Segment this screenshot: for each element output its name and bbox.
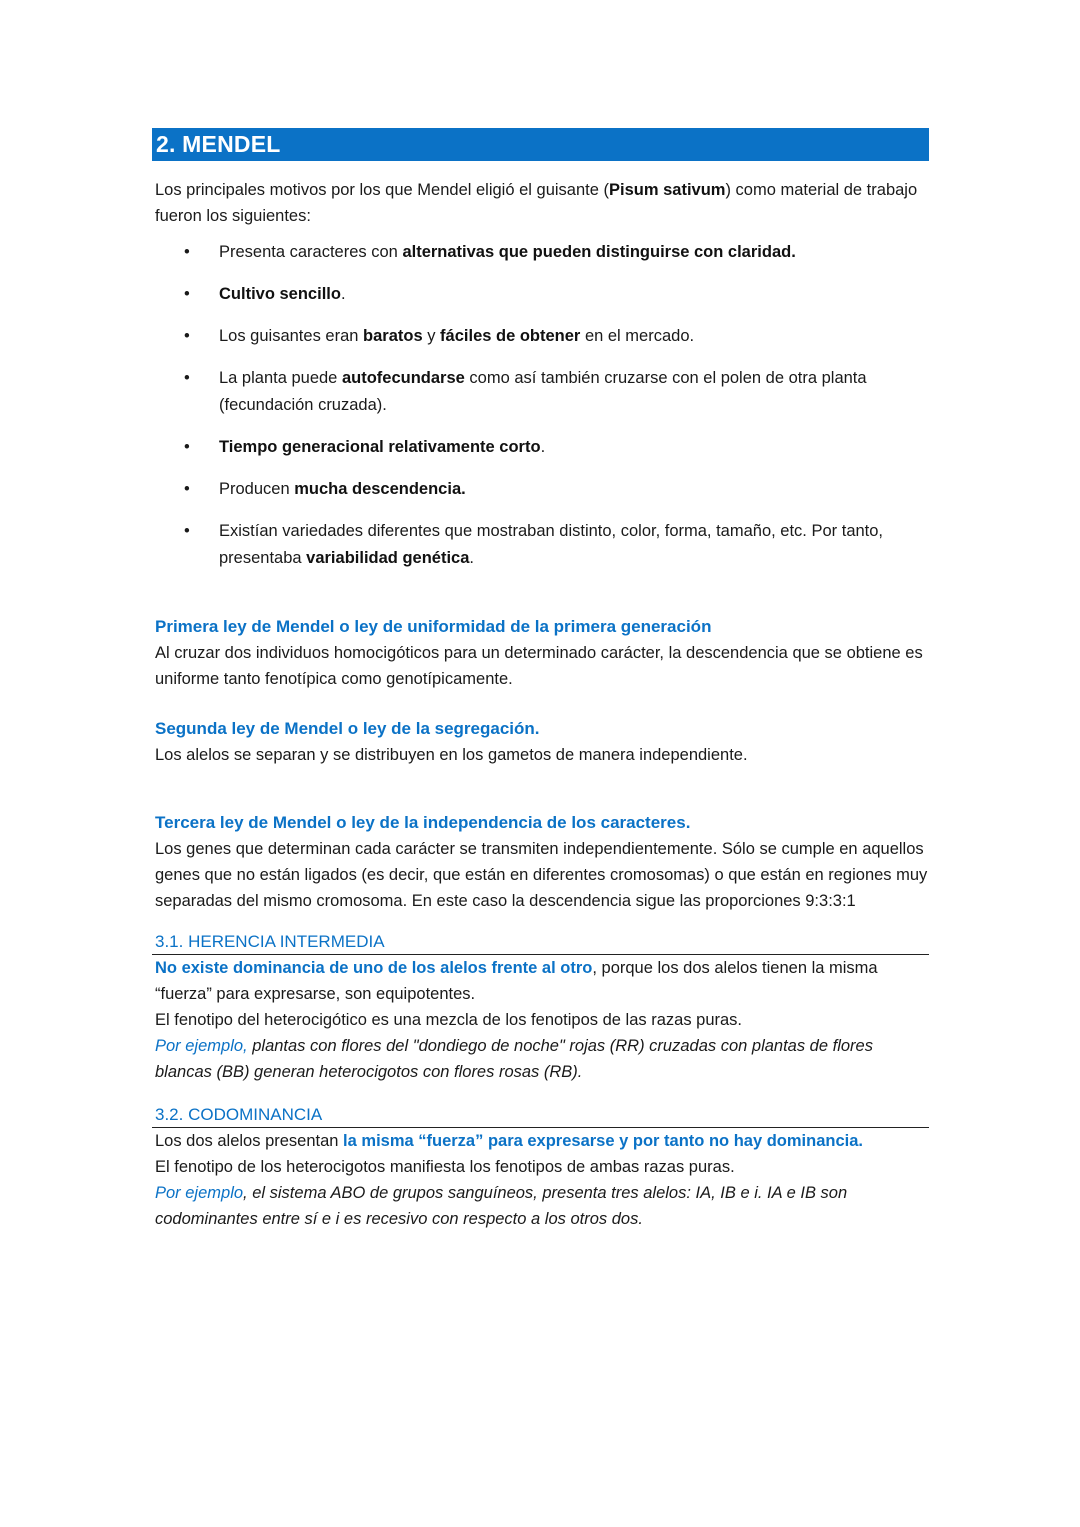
list-item [152,365,929,419]
first-law-block [152,614,929,692]
intermediate-line2: El fenotipo del heterocigótico es una mezcla de los fenotipos de las razas puras. [155,1011,743,1029]
codominance-example-lead: Por ejemplo [155,1184,244,1202]
reason-text-end: . [540,438,546,456]
intermediate-heading: 3.1. HERENCIA INTERMEDIA [152,930,929,955]
second-law-title: Segunda ley de Mendel o ley de la segregación. [155,719,540,738]
codominance-heading: 3.2. CODOMINANCIA [152,1103,929,1128]
reason-text-mid: y [422,327,441,345]
section-title-banner: 2. MENDEL [152,128,929,161]
intro-text-2: ) como material de trabajo fueron los siguientes: [155,181,918,225]
codominance-example [152,1180,929,1232]
list-item [152,476,929,503]
first-law-title: Primera ley de Mendel o ley de uniformidad de la primera generación [155,617,712,636]
codominance-example-rest: , el sistema ABO de grupos sanguíneos, presenta tres alelos: IA, IB e i. IA e IB son codominantes entre sí e i es recesivo con respecto a los otros dos. [155,1184,848,1228]
codominance-line2: El fenotipo de los heterocigotos manifiesta los fenotipos de ambas razas puras. [155,1158,735,1176]
reason-bold: mucha descendencia. [294,480,466,498]
list-item [152,434,929,461]
reason-bold: baratos [363,327,423,345]
bullet-icon: • [184,327,190,345]
second-law-text: Los alelos se separan y se distribuyen en los gametos de manera independiente. [155,746,748,764]
list-item [152,518,929,572]
codominance-lead-pre: Los dos alelos presentan [155,1132,344,1150]
intermediate-lead-bold: No existe dominancia de uno de los alelos frente al otro [155,959,593,977]
reason-text: Presenta caracteres con [219,243,403,261]
intro-text-1: Los principales motivos por los que Mendel eligió el guisante ( [155,181,609,199]
intro-species-name: Pisum sativum [609,181,726,199]
intermediate-lead [152,955,929,1007]
bullet-icon: • [184,522,190,540]
first-law-text: Al cruzar dos individuos homocigóticos para un determinado carácter, la descendencia que se obtiene es uniforme tanto fenotípica como genotípicamente. [155,644,923,688]
list-item [152,323,929,350]
intermediate-example-lead: Por ejemplo, [155,1037,248,1055]
reason-text: Los guisantes eran [219,327,364,345]
reason-text-end: . [340,285,346,303]
bullet-icon: • [184,369,190,387]
reason-text-end: como así también cruzarse con el polen de otra planta (fecundación cruzada). [219,369,867,414]
codominance-lead-bold: la misma “fuerza” para expresarse y por tanto no hay dominancia. [343,1132,863,1150]
document-page [152,128,929,1232]
list-item [152,239,929,266]
codominance-lead [152,1128,929,1154]
third-law-block [152,810,929,914]
bullet-icon: • [184,480,190,498]
reason-text-end: en el mercado. [580,327,695,345]
reason-text-end: . [469,549,474,567]
reason-bold-2: fáciles de obtener [440,327,581,345]
codominance-block [152,1103,929,1232]
intermediate-example [152,1033,929,1085]
second-law-block [152,716,929,768]
third-law-text: Los genes que determinan cada carácter se transmiten independientemente. Sólo se cumple en aquellos genes que no están ligados (es decir, que están en diferentes cromosomas) o que están en regiones muy separadas del mismo cromosoma. En este caso la descendencia sigue las proporciones 9:3:3:1 [155,840,928,910]
bullet-icon: • [184,438,190,456]
intermediate-inheritance-block [152,930,929,1085]
intermediate-example-rest: plantas con flores del "dondiego de noche" rojas (RR) cruzadas con plantas de flores blancas (BB) generan heterocigotos con flores rosas (RB). [155,1037,873,1081]
third-law-title: Tercera ley de Mendel o ley de la independencia de los caracteres. [155,813,691,832]
reason-bold: autofecundarse [341,369,465,387]
reason-bold: variabilidad genética [306,549,470,567]
bullet-icon: • [184,285,190,303]
list-item [152,281,929,308]
reason-bold: alternativas que pueden distinguirse con claridad. [402,243,796,261]
intermediate-lead-rest: , porque los dos alelos tienen la misma “fuerza” para expresarse, son equipotentes. [155,959,878,1003]
reason-bold: Cultivo sencillo [219,285,341,303]
reason-bold: Tiempo generacional relativamente corto [219,438,541,456]
reason-text: La planta puede [219,369,342,387]
reason-text: Existían variedades diferentes que mostraban distinto, color, forma, tamaño, etc. Por tanto, presentaba [219,522,884,567]
intro-paragraph [152,177,929,229]
reason-text: Producen [219,480,295,498]
reasons-list [152,239,929,572]
bullet-icon: • [184,243,190,261]
